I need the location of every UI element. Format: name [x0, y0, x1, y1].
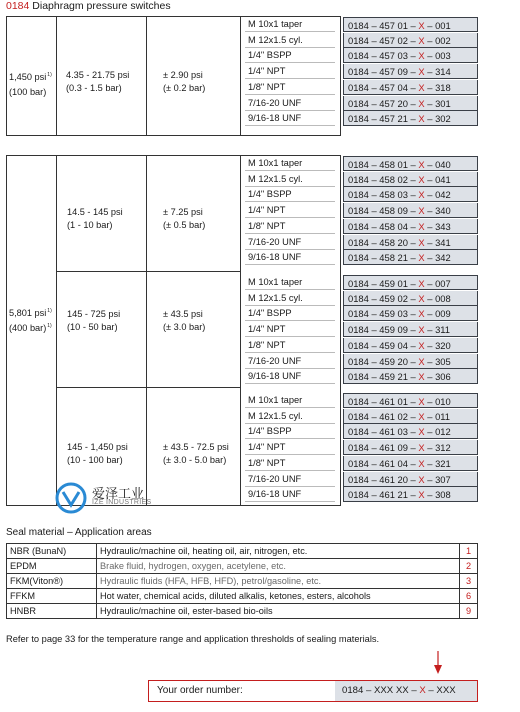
group2-sub2-range: 145 - 725 psi (10 - 50 bar): [67, 309, 121, 332]
seal-row: [7, 604, 478, 619]
seal-name: FKM(Viton®): [7, 574, 97, 589]
ize-logo-icon: [54, 481, 88, 515]
order-number-box: [148, 680, 478, 702]
seal-code: 2: [460, 559, 478, 574]
connection-type: 1/4" NPT: [245, 203, 335, 218]
part-number: 0184 – 457 03 – X – 003: [343, 48, 478, 63]
group2-sub3-range: 145 - 1,450 psi (10 - 100 bar): [67, 442, 128, 465]
connection-type: M 10x1 taper: [245, 275, 335, 290]
group2-sub1-range: 14.5 - 145 psi (1 - 10 bar): [67, 207, 123, 230]
part-number: 0184 – 457 02 – X – 002: [343, 33, 478, 48]
seal-row: [7, 574, 478, 589]
seal-desc: Hydraulic/machine oil, heating oil, air, nitrogen, etc.: [97, 544, 460, 559]
seal-row: [7, 544, 478, 559]
part-number: 0184 – 458 21 – X – 342: [343, 250, 478, 265]
group1-tolerance: ± 2.90 psi (± 0.2 bar): [163, 70, 206, 93]
seal-table: [6, 543, 478, 619]
connection-type: M 12x1.5 cyl.: [245, 291, 335, 306]
part-number: 0184 – 461 04 – X – 321: [343, 456, 478, 471]
seal-name: EPDM: [7, 559, 97, 574]
part-number: 0184 – 457 09 – X – 314: [343, 64, 478, 79]
connection-type: 9/16-18 UNF: [245, 250, 335, 265]
connection-type: 1/4" NPT: [245, 440, 335, 455]
reference-note: Refer to page 33 for the temperature range and application thresholds of sealing materials.: [6, 634, 380, 644]
seal-row: [7, 589, 478, 604]
seal-desc: Hot water, chemical acids, diluted alkalis, ketones, esters, alcohols: [97, 589, 460, 604]
seal-heading: Seal material – Application areas: [6, 527, 152, 538]
seal-name: NBR (BunaN): [7, 544, 97, 559]
group2-sub3-tolerance: ± 43.5 - 72.5 psi (± 3.0 - 5.0 bar): [163, 442, 229, 465]
part-number: 0184 – 461 21 – X – 308: [343, 487, 478, 502]
seal-code: 6: [460, 589, 478, 604]
connection-type: 1/4" NPT: [245, 322, 335, 337]
connection-type: M 12x1.5 cyl.: [245, 409, 335, 424]
group1-range: 4.35 - 21.75 psi (0.3 - 1.5 bar): [66, 70, 130, 93]
connection-type: M 10x1 taper: [245, 156, 335, 171]
connection-type: 1/4" BSPP: [245, 187, 335, 202]
connection-type: 9/16-18 UNF: [245, 487, 335, 502]
title-number: 0184: [6, 0, 30, 12]
part-number: 0184 – 458 03 – X – 042: [343, 187, 478, 202]
seal-desc: Hydraulic/machine oil, ester-based bio-oils: [97, 604, 460, 619]
part-number: 0184 – 459 02 – X – 008: [343, 291, 478, 306]
seal-desc: Brake fluid, hydrogen, oxygen, acetylene, etc.: [97, 559, 460, 574]
connection-type: 7/16-20 UNF: [245, 354, 335, 369]
part-number: 0184 – 461 02 – X – 011: [343, 409, 478, 424]
order-number-label: Your order number:: [157, 685, 243, 696]
title-text: Diaphragm pressure switches: [32, 0, 171, 12]
watermark-cn: 爱泽工业: [92, 486, 145, 501]
connection-type: 9/16-18 UNF: [245, 111, 335, 126]
seal-name: FFKM: [7, 589, 97, 604]
part-number: 0184 – 458 01 – X – 040: [343, 156, 478, 171]
part-number: 0184 – 459 03 – X – 009: [343, 306, 478, 321]
part-number: 0184 – 461 09 – X – 312: [343, 440, 478, 455]
connection-type: M 12x1.5 cyl.: [245, 33, 335, 48]
part-number: 0184 – 457 21 – X – 302: [343, 111, 478, 126]
part-number: 0184 – 459 04 – X – 320: [343, 338, 478, 353]
group2-sub1-tolerance: ± 7.25 psi (± 0.5 bar): [163, 207, 206, 230]
part-number: 0184 – 458 02 – X – 041: [343, 172, 478, 187]
page-title: [6, 0, 171, 12]
connection-type: 1/8" NPT: [245, 80, 335, 95]
seal-row: [7, 559, 478, 574]
group2-pressure: 5,801 psi$^{1)}$ (400 bar)$^{1)}$: [9, 308, 52, 333]
connection-type: 9/16-18 UNF: [245, 369, 335, 384]
part-number: 0184 – 458 09 – X – 340: [343, 203, 478, 218]
watermark: [54, 481, 152, 520]
connection-type: M 12x1.5 cyl.: [245, 172, 335, 187]
order-number-value: 0184 – XXX XX – X – XXX: [335, 681, 477, 701]
part-number: 0184 – 458 04 – X – 343: [343, 219, 478, 234]
connection-type: M 10x1 taper: [245, 17, 335, 32]
part-number: 0184 – 459 21 – X – 306: [343, 369, 478, 384]
part-number: 0184 – 458 20 – X – 341: [343, 235, 478, 250]
seal-name: HNBR: [7, 604, 97, 619]
connection-type: 1/8" NPT: [245, 338, 335, 353]
connection-type: 1/8" NPT: [245, 219, 335, 234]
part-number: 0184 – 457 01 – X – 001: [343, 17, 478, 32]
seal-code: 1: [460, 544, 478, 559]
part-number: 0184 – 459 09 – X – 311: [343, 322, 478, 337]
arrow-down-icon: [433, 651, 443, 675]
part-number: 0184 – 461 03 – X – 012: [343, 424, 478, 439]
connection-type: 1/4" BSPP: [245, 48, 335, 63]
connection-type: 7/16-20 UNF: [245, 472, 335, 487]
seal-desc: Hydraulic fluids (HFA, HFB, HFD), petrol/gasoline, etc.: [97, 574, 460, 589]
connection-type: 1/4" NPT: [245, 64, 335, 79]
part-number: 0184 – 461 20 – X – 307: [343, 472, 478, 487]
part-number: 0184 – 461 01 – X – 010: [343, 393, 478, 408]
connection-type: 1/4" BSPP: [245, 306, 335, 321]
seal-code: 9: [460, 604, 478, 619]
connection-type: 1/8" NPT: [245, 456, 335, 471]
connection-type: M 10x1 taper: [245, 393, 335, 408]
part-number: 0184 – 459 20 – X – 305: [343, 354, 478, 369]
part-number: 0184 – 457 20 – X – 301: [343, 96, 478, 111]
group1-pressure: 1,450 psi$^{1)}$ (100 bar): [9, 72, 52, 97]
part-number: 0184 – 459 01 – X – 007: [343, 275, 478, 290]
connection-type: 1/4" BSPP: [245, 424, 335, 439]
watermark-en: IZE INDUSTRIES: [92, 499, 152, 506]
part-number: 0184 – 457 04 – X – 318: [343, 80, 478, 95]
connection-type: 7/16-20 UNF: [245, 96, 335, 111]
group2-sub2-tolerance: ± 43.5 psi (± 3.0 bar): [163, 309, 206, 332]
seal-code: 3: [460, 574, 478, 589]
connection-type: 7/16-20 UNF: [245, 235, 335, 250]
